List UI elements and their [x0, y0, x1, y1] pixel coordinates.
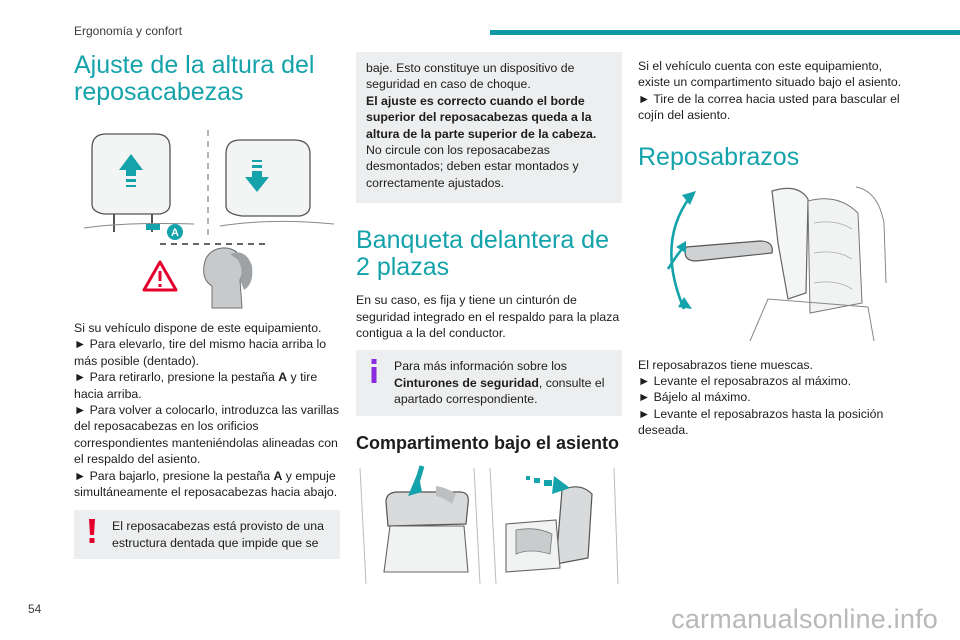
- warning-text: El reposacabezas está provisto de una estructura dentada que impide que se: [112, 519, 324, 550]
- compartment-title: Compartimento bajo el asiento: [356, 432, 620, 453]
- page-number: 54: [28, 602, 42, 616]
- warning-note: [74, 510, 340, 559]
- compartment-figure: [356, 464, 622, 588]
- lower-step: ► Para bajarlo, presione la pestaña A y empuje simultáneamente el reposacabezas hacia abajo.: [74, 468, 338, 500]
- elevate-step: ► Para elevarlo, tire del mismo hacia arriba lo más posible (dentado).: [74, 337, 327, 368]
- column-1: [74, 52, 340, 559]
- remove-step: ► Para retirarlo, presione la pestaña A y tire hacia arriba.: [74, 370, 318, 401]
- bench-text: En su caso, es fija y tiene un cinturón de seguridad integrado en el respaldo para la plaza contigua a la del conductor.: [356, 293, 620, 341]
- refit-step: ► Para volver a colocarlo, introduzca las varillas del reposacabezas en los orificios correspondientes manteniéndolas alineadas con el respaldo del asiento.: [74, 403, 340, 467]
- compartment-illustration: [356, 464, 622, 588]
- compartment-step: ► Tire de la correa hacia usted para bascular el cojín del asiento.: [638, 91, 900, 123]
- watermark: carmanualsonline.info: [671, 604, 938, 634]
- armrest-figure: [638, 183, 904, 353]
- armrest-illustration: [638, 183, 904, 353]
- headrest-illustration: [74, 120, 340, 312]
- header-accent-bar: [490, 30, 960, 35]
- warning-bold-text: El ajuste es correcto cuando el borde superior del reposacabezas queda a la altura de la parte superior de la cabeza.: [366, 93, 597, 141]
- armrest-position-step: ► Levante el reposabrazos hasta la posición deseada.: [638, 406, 884, 438]
- label-a: A: [171, 227, 179, 239]
- armrest-raise-step: ► Levante el reposabrazos al máximo.: [638, 374, 852, 389]
- armrest-notch-text: El reposabrazos tiene muescas.: [638, 357, 813, 372]
- warning-continued-text: baje. Esto constituye un dispositivo de seguridad en caso de choque.: [366, 61, 575, 92]
- availability-text: Si su vehículo dispone de este equipamiento.: [74, 321, 322, 335]
- section-header: Ergonomía y confort: [74, 24, 183, 38]
- column-3: [638, 52, 904, 439]
- column-2: [356, 52, 622, 588]
- warning-end-text: No circule con los reposacabezas desmontados; deben estar montados y correctamente ajustados.: [366, 143, 579, 190]
- bench-title: Banqueta delantera de 2 plazas: [356, 226, 609, 282]
- tab-a-marker: [146, 224, 160, 230]
- warning-mark-icon: [86, 518, 98, 544]
- info-mark-icon: [368, 358, 380, 384]
- warning-triangle-icon: [144, 262, 176, 290]
- armrest-lower-step: ► Bájelo al máximo.: [638, 390, 751, 405]
- headrest-figure: [74, 120, 340, 312]
- seatbelts-link: Cinturones de seguridad: [394, 375, 539, 390]
- headrest-title: Ajuste de la altura del reposacabezas: [74, 51, 315, 106]
- armrest-shape: [685, 241, 772, 261]
- warning-note-continued: [356, 52, 622, 203]
- info-note: Para más información sobre los Cinturones de seguridad, consulte el apartado correspondiente.: [356, 350, 622, 415]
- compartment-text: Si el vehículo cuenta con este equipamiento, existe un compartimento situado bajo el asiento.: [638, 59, 902, 90]
- armrest-title: Reposabrazos: [638, 142, 800, 171]
